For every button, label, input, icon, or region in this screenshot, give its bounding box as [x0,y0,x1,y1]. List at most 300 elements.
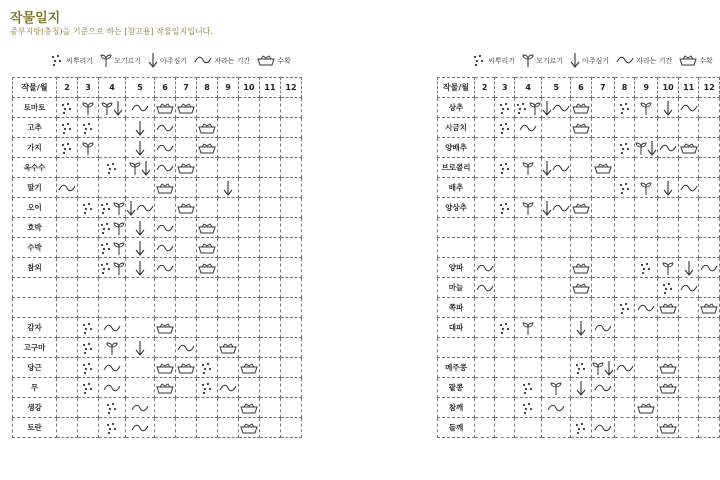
crop-name [13,298,57,318]
table-row [13,138,302,158]
transplant-arrow-icon [663,100,673,116]
month-header: 4 [99,78,126,98]
seedling-icon [113,241,125,255]
month-cell [658,158,679,178]
month-cell [239,98,260,118]
crop-name: 상추 [438,98,475,118]
table-row [13,218,302,238]
month-cell [699,358,720,378]
month-cell [614,198,635,218]
month-cell [591,358,614,378]
month-cell [176,298,197,318]
month-cell [176,198,197,218]
month-cell [515,138,542,158]
legend-label: 수확 [277,57,291,65]
month-cell [176,158,197,178]
month-header: 10 [239,78,260,98]
seed-sowing-icon [200,361,214,375]
month-cell [239,138,260,158]
month-cell [78,138,99,158]
seed-sowing-icon [498,161,512,175]
month-cell [260,158,281,178]
crop-name: 참외 [13,258,57,278]
month-cell [155,378,176,398]
seed-sowing-icon [472,53,488,69]
month-cell [218,238,239,258]
month-cell [126,158,155,178]
month-cell [260,278,281,298]
month-cell [614,218,635,238]
month-cell [57,298,78,318]
table-row [438,378,720,398]
harvest-basket-icon [572,102,590,114]
month-cell [260,218,281,238]
month-cell [495,258,515,278]
month-cell [176,218,197,238]
month-cell [176,338,197,358]
month-cell [658,98,679,118]
month-cell [515,398,542,418]
transplant-arrow-icon [135,340,145,356]
transplant-arrow-icon [542,160,552,176]
harvest-basket-icon [572,282,590,294]
month-cell [126,358,155,378]
crop-name: 수박 [13,238,57,258]
seed-sowing-icon [60,141,74,155]
month-cell [281,258,302,278]
growing-wave-icon [680,183,698,193]
month-cell [78,358,99,378]
month-cell [78,398,99,418]
seed-sowing-icon [574,421,588,435]
harvest-basket-icon [177,202,195,214]
legend-item [679,54,713,68]
month-cell [699,218,720,238]
month-cell [99,298,126,318]
month-cell [176,98,197,118]
month-cell [78,198,99,218]
month-cell [474,418,495,438]
month-cell [635,338,658,358]
harvest-basket-icon [240,362,258,374]
month-cell [542,258,571,278]
harvest-basket-icon [198,142,216,154]
crop-name: 고구마 [13,338,57,358]
table-row [438,318,720,338]
table-header-row [13,78,302,98]
month-cell [542,398,571,418]
month-header: 3 [495,78,515,98]
month-cell [658,338,679,358]
month-cell [699,278,720,298]
month-cell [218,338,239,358]
legend-label: 모기르기 [114,57,142,65]
month-cell [658,418,679,438]
month-cell [614,258,635,278]
month-cell [281,338,302,358]
seedling-icon [101,101,113,115]
month-header: 8 [197,78,218,98]
month-cell [197,318,218,338]
crop-name: 양상추 [438,198,475,218]
month-cell [176,318,197,338]
seed-sowing-icon [498,101,512,115]
legend-left [50,54,298,68]
month-cell [78,298,99,318]
harvest-basket-icon [177,162,195,174]
month-cell [571,278,592,298]
month-cell [495,418,515,438]
seed-sowing-icon [99,221,113,235]
seedling-icon [662,261,674,275]
month-cell [658,298,679,318]
crop-name [438,238,475,258]
month-cell [155,138,176,158]
month-cell [57,218,78,238]
month-cell [591,158,614,178]
month-cell [658,138,679,158]
month-cell [78,238,99,258]
transplant-arrow-icon [135,120,145,136]
month-cell [614,98,635,118]
legend-label: 아주심기 [582,57,610,65]
month-cell [658,218,679,238]
month-cell [635,98,658,118]
month-cell [281,218,302,238]
month-cell [515,198,542,218]
month-cell [78,258,99,278]
legend-item [522,53,563,69]
seedling-icon [129,161,141,175]
table-row [438,338,720,358]
month-cell [57,378,78,398]
crop-name: 양배추 [438,138,475,158]
month-header: 2 [57,78,78,98]
growing-wave-icon [519,123,537,133]
month-cell [515,318,542,338]
month-cell [635,398,658,418]
month-cell [218,298,239,318]
month-cell [155,418,176,438]
seedling-icon [635,141,647,155]
transplant-arrow-icon [148,52,160,70]
month-cell [57,98,78,118]
month-cell [239,278,260,298]
month-cell [99,358,126,378]
growing-wave-icon [552,103,570,113]
month-cell [571,318,592,338]
month-cell [614,158,635,178]
crop-name [13,278,57,298]
month-cell [678,198,699,218]
month-cell [281,178,302,198]
crop-name: 생강 [13,398,57,418]
harvest-basket-icon [156,322,174,334]
legend-item [472,53,515,69]
month-cell [260,178,281,198]
month-cell [239,238,260,258]
month-cell [260,198,281,218]
month-cell [678,158,699,178]
growing-wave-icon [156,123,174,133]
harvest-basket-icon [659,422,677,434]
month-cell [591,98,614,118]
month-cell [515,418,542,438]
table-row [438,218,720,238]
crop-name: 양파 [438,258,475,278]
seedling-icon [113,221,125,235]
month-cell [614,338,635,358]
harvest-basket-icon [572,262,590,274]
month-header: 10 [658,78,679,98]
month-cell [126,138,155,158]
month-cell [571,398,592,418]
month-cell [515,178,542,198]
transplant-arrow-icon [542,200,552,216]
month-cell [515,98,542,118]
month-cell [99,278,126,298]
harvest-basket-icon [572,122,590,134]
month-cell [474,258,495,278]
month-cell [57,358,78,378]
month-cell [591,198,614,218]
table-row [13,198,302,218]
month-cell [78,278,99,298]
month-cell [591,318,614,338]
harvest-basket-icon [637,402,655,414]
month-cell [281,318,302,338]
growing-wave-icon [594,383,612,393]
legend-item [616,55,672,67]
month-cell [614,418,635,438]
month-cell [678,358,699,378]
growing-wave-icon [103,363,121,373]
seed-sowing-icon [521,401,535,415]
harvest-basket-icon [594,162,612,174]
month-cell [176,278,197,298]
table-row [13,258,302,278]
legend-item [570,52,609,70]
table-row [13,378,302,398]
month-cell [474,218,495,238]
month-cell [218,318,239,338]
growing-wave-icon [156,143,174,153]
month-cell [239,318,260,338]
crop-name: 딸기 [13,178,57,198]
table-row [438,178,720,198]
month-cell [635,318,658,338]
harvest-basket-icon [240,422,258,434]
month-header: 12 [699,78,720,98]
transplant-arrow-icon [542,100,552,116]
month-cell [474,278,495,298]
month-cell [281,278,302,298]
seed-sowing-icon [498,321,512,335]
month-cell [515,238,542,258]
month-cell [474,378,495,398]
month-cell [155,198,176,218]
month-cell [126,318,155,338]
harvest-basket-icon [700,302,718,314]
month-cell [658,398,679,418]
harvest-basket-icon [240,402,258,414]
table-row [13,338,302,358]
month-cell [218,98,239,118]
month-cell [678,98,699,118]
month-cell [239,118,260,138]
seed-sowing-icon [81,121,95,135]
seed-sowing-icon [81,201,95,215]
month-cell [474,238,495,258]
crop-name: 무 [13,378,57,398]
transplant-arrow-icon [684,260,694,276]
month-cell [571,298,592,318]
crop-name [438,338,475,358]
month-cell [658,278,679,298]
month-cell [126,218,155,238]
transplant-arrow-icon [570,52,582,70]
transplant-arrow-icon [126,200,136,216]
growing-wave-icon [552,163,570,173]
seed-sowing-icon [618,101,632,115]
month-cell [218,418,239,438]
growing-wave-icon [616,363,634,373]
month-cell [658,378,679,398]
transplant-arrow-icon [576,320,586,336]
month-cell [495,318,515,338]
month-cell [281,358,302,378]
month-cell [614,138,635,158]
month-cell [542,238,571,258]
month-header: 4 [515,78,542,98]
month-cell [658,178,679,198]
seed-sowing-icon [99,201,113,215]
growing-wave-icon [476,263,494,273]
month-cell [542,418,571,438]
growing-wave-icon [680,283,698,293]
crop-name: 대파 [438,318,475,338]
seed-sowing-icon [60,121,74,135]
month-cell [126,178,155,198]
month-cell [495,278,515,298]
month-cell [281,378,302,398]
crop-name: 팥콩 [438,378,475,398]
month-cell [155,178,176,198]
growing-wave-icon [476,283,494,293]
seedling-icon [522,161,534,175]
month-cell [155,318,176,338]
month-cell [155,238,176,258]
month-cell [57,138,78,158]
seedling-icon [640,101,652,115]
month-cell [176,238,197,258]
crop-name: 들깨 [438,418,475,438]
month-cell [678,338,699,358]
transplant-arrow-icon [135,220,145,236]
month-cell [678,298,699,318]
growing-wave-icon [659,143,677,153]
seedling-icon [113,201,125,215]
table-row [13,118,302,138]
growing-wave-icon [156,163,174,173]
legend-label: 모기르기 [536,57,564,65]
month-cell [542,278,571,298]
month-cell [176,398,197,418]
seedling-icon [550,381,562,395]
growing-wave-icon [680,103,698,113]
crop-name: 시금치 [438,118,475,138]
month-cell [260,338,281,358]
month-cell [78,318,99,338]
month-header: 2 [474,78,495,98]
crop-name [438,218,475,238]
transplant-arrow-icon [663,180,673,196]
seed-sowing-icon [515,101,529,115]
table-row [13,358,302,378]
table-row [438,298,720,318]
month-header: 12 [281,78,302,98]
transplant-arrow-icon [647,140,657,156]
month-cell [515,158,542,178]
table-row [438,358,720,378]
month-cell [197,198,218,218]
month-cell [635,118,658,138]
transplant-arrow-icon [135,240,145,256]
table-row [438,258,720,278]
month-cell [281,138,302,158]
month-cell [571,338,592,358]
table-row [13,158,302,178]
month-cell [99,198,126,218]
month-header: 6 [571,78,592,98]
month-cell [658,118,679,138]
month-cell [515,118,542,138]
month-cell [614,318,635,338]
month-cell [260,418,281,438]
month-cell [78,98,99,118]
month-cell [658,238,679,258]
crop-name: 가지 [13,138,57,158]
month-cell [495,118,515,138]
month-cell [57,398,78,418]
growing-wave-icon [58,183,76,193]
month-cell [155,358,176,378]
month-cell [591,138,614,158]
seed-sowing-icon [618,301,632,315]
month-cell [635,278,658,298]
month-cell [260,398,281,418]
month-cell [571,138,592,158]
legend-item [50,53,93,69]
table-row [438,158,720,178]
month-cell [699,178,720,198]
crop-name: 토마토 [13,98,57,118]
month-cell [591,178,614,198]
month-header: 5 [542,78,571,98]
growing-wave-icon [131,403,149,413]
table-row [13,278,302,298]
table-row [13,318,302,338]
seedling-icon [113,261,125,275]
month-cell [542,118,571,138]
month-cell [57,118,78,138]
crop-name: 감자 [13,318,57,338]
month-cell [281,238,302,258]
table-row [13,418,302,438]
month-cell [614,358,635,378]
month-cell [699,198,720,218]
table-row [438,138,720,158]
